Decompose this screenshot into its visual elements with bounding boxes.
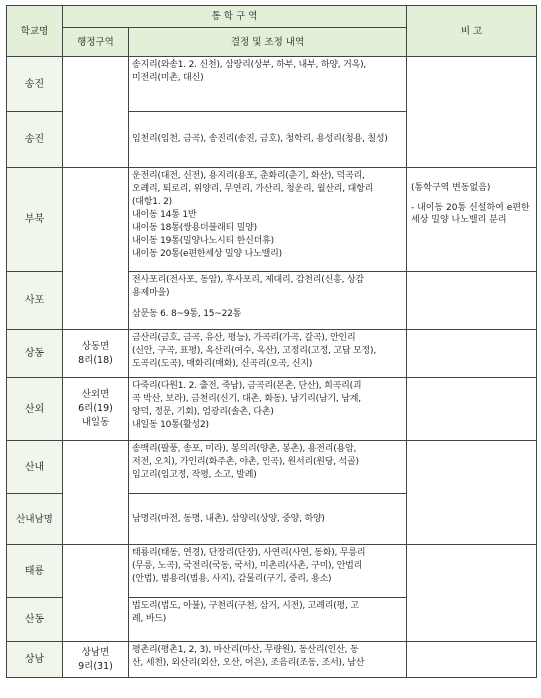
- decision-cell: [129, 378, 407, 441]
- school-name: 태룡: [7, 545, 63, 598]
- header-admin-area: 행정구역: [63, 28, 129, 57]
- decision-cell: [129, 112, 407, 168]
- decision-line: (안법), 범용리(범용, 사지), 감물리(구기, 중리, 용소): [132, 574, 332, 584]
- decision-line: 송백리(팔풍, 송포, 미라), 봉의리(양촌, 봉촌), 용전리(용암,: [132, 444, 357, 454]
- decision-line: 례, 바드): [132, 614, 167, 624]
- header-district: 통 학 구 역: [63, 6, 407, 28]
- school-name: 산내: [7, 441, 63, 494]
- admin-line: 상남면: [81, 646, 110, 658]
- header-remarks: 비 고: [407, 6, 537, 57]
- admin-area: [63, 330, 129, 378]
- decision-cell: [129, 494, 407, 545]
- decision-line: 내이동 18통(쌍용더블래티 밀양): [132, 223, 257, 233]
- table-row: [7, 57, 537, 112]
- school-name: 상동: [7, 330, 63, 378]
- decision-cell: [129, 57, 407, 112]
- table-row: [7, 545, 537, 598]
- decision-line: 내이동 19통(밀양나노시티 한신더휴): [132, 236, 274, 246]
- admin-line: 8리(18): [78, 354, 113, 366]
- remarks-cell: [407, 330, 537, 378]
- decision-line: (무릉, 노곡), 국전리(국동, 국서), 미촌리(사촌, 구미), 안법리: [132, 561, 363, 571]
- decision-line: 임고리(임고정, 작평, 소고, 발례): [132, 470, 257, 480]
- decision-line: 내이동 20통(e편한세상 밀양 나노밸리): [132, 249, 282, 259]
- admin-line: 산외면: [81, 389, 110, 400]
- remarks-cell: [407, 168, 537, 272]
- table-row: [7, 378, 537, 441]
- decision-line: (신안, 구곡, 표평), 옥산리(여수, 옥산), 고정리(고정, 고답 모정),: [132, 346, 376, 356]
- decision-line: 저전, 오치), 가인리(화주촌, 야촌, 인곡), 원서리(원당, 석골): [132, 457, 359, 467]
- decision-line: 곡 박산, 보라), 금천리(신기, 대촌, 화동), 남기리(남기, 남계,: [132, 394, 361, 404]
- school-name: 사포: [7, 272, 63, 330]
- decision-cell: [129, 168, 407, 272]
- decision-cell: [129, 598, 407, 642]
- admin-line: 9리(31): [78, 660, 113, 672]
- remarks-cell: [407, 441, 537, 545]
- remarks-cell: [407, 642, 537, 678]
- school-name: 부북: [7, 168, 63, 272]
- admin-line: 내일동: [81, 417, 110, 428]
- decision-cell: [129, 441, 407, 494]
- school-name: 산외: [7, 378, 63, 441]
- header-school: 학교명: [7, 6, 63, 57]
- school-name: 상남: [7, 642, 63, 678]
- decision-cell: [129, 272, 407, 330]
- decision-line: 미전리(미촌, 대신): [132, 73, 204, 83]
- decision-line: 임천리(임천, 금곡), 송진리(송진, 금호), 청학리, 용성리(청용, 칠성): [132, 134, 388, 144]
- admin-line: 상동면: [81, 340, 110, 352]
- admin-area: [63, 378, 129, 441]
- decision-line: 내일동 10통(활성2): [132, 420, 209, 430]
- admin-area: [63, 57, 129, 168]
- decision-line: 용제마을): [132, 288, 170, 298]
- decision-line: 삼문동 6. 8~9통, 15~22통: [132, 309, 242, 319]
- decision-line: 운전리(대전, 신전), 용지리(용포, 춘화리(춘기, 화산), 덕곡리,: [132, 171, 365, 181]
- admin-area: [63, 642, 129, 678]
- decision-line: 태룡리(태동, 연경), 단장리(단장), 사연리(사연, 동화), 무릉리: [132, 548, 366, 558]
- header-decision: 결정 및 조정 내역: [129, 28, 407, 57]
- school-name: 산내남명: [7, 494, 63, 545]
- decision-line: 전사포리(전사포, 동암), 후사포리, 제대리, 감천리(신흥, 상감: [132, 275, 364, 285]
- decision-cell: [129, 330, 407, 378]
- decision-line: 산, 세천), 외산리(외산, 오산, 어은), 조음리(조동, 조서), 남산: [132, 658, 365, 668]
- decision-line: (대항1. 2): [132, 197, 172, 207]
- decision-line: 법도리(법도, 아불), 구천리(구천, 삼거, 시전), 고례리(평, 고: [132, 601, 359, 611]
- admin-line: 6리(19): [78, 403, 113, 414]
- admin-area: [63, 168, 129, 330]
- decision-line: 내이동 14통 1반: [132, 210, 197, 220]
- remarks-cell: [407, 57, 537, 168]
- decision-line: 도곡리(도곡), 매화리(매화), 신곡리(오곡, 신지): [132, 359, 313, 369]
- school-name: 송진: [7, 112, 63, 168]
- remarks-cell: [407, 272, 537, 330]
- decision-cell: [129, 545, 407, 598]
- table-row: [7, 168, 537, 272]
- remarks-cell: [407, 545, 537, 642]
- decision-line: 금산리(금호, 금곡, 유산, 평능), 가곡리(가곡, 갈곡), 안인리: [132, 333, 356, 343]
- table-row: [7, 642, 537, 678]
- school-name: 산동: [7, 598, 63, 642]
- decision-line: 남명리(마전, 동명, 내촌), 삼양리(상양, 중양, 하양): [132, 513, 325, 524]
- admin-area: [63, 441, 129, 545]
- decision-line: 오례리, 퇴로리, 위양리, 무연리, 가산리, 청운리, 월산리, 대항리: [132, 184, 374, 194]
- remarks-line: (통학구역 변동없음): [411, 183, 491, 193]
- decision-line: 양덕, 정문, 기회), 엄광리(솔촌, 다촌): [132, 407, 274, 417]
- remarks-cell: [407, 378, 537, 441]
- table-row: [7, 330, 537, 378]
- admin-area: [63, 545, 129, 642]
- decision-line: 송지리(와송1. 2. 신천), 삼랑리(상부, 하부, 내부, 하양, 거옥),: [132, 60, 367, 70]
- decision-line: 다죽리(다원1. 2. 출전, 죽남), 금곡리(본촌, 단산), 희곡리(괴: [132, 381, 362, 391]
- decision-line: 평촌리(평촌1, 2, 3), 마산리(마산, 무량원), 동산리(인산, 동: [132, 645, 359, 655]
- school-district-table: [6, 5, 537, 678]
- decision-cell: [129, 642, 407, 678]
- remarks-line: - 내이동 20통 신설하여 e편한세상 밀양 나노밸리 분리: [411, 203, 530, 225]
- school-name: 송진: [7, 57, 63, 112]
- table-row: [7, 441, 537, 494]
